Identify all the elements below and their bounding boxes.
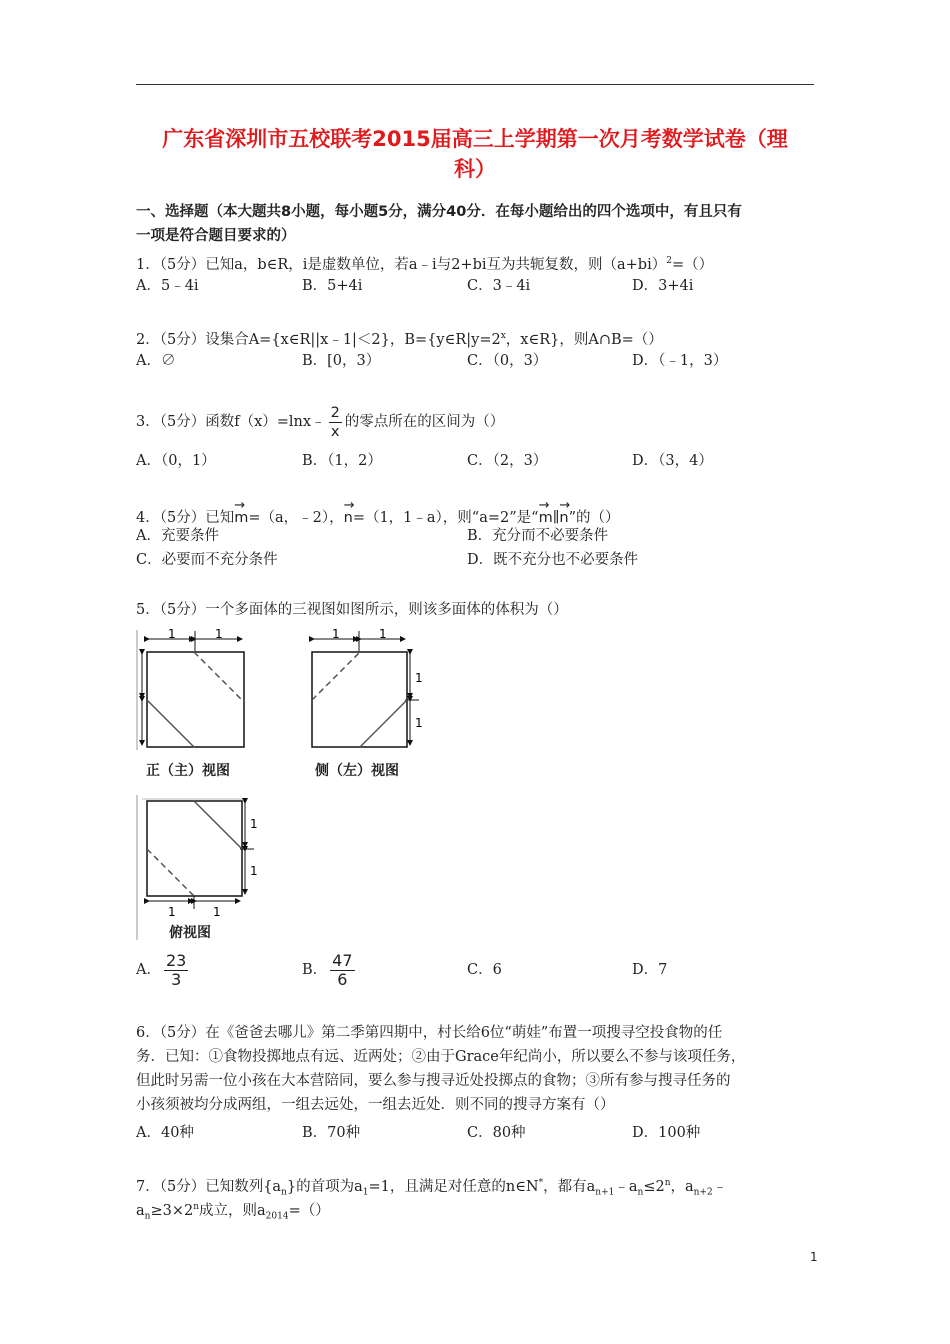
q1-option-b[interactable]: B．5+4i	[302, 278, 363, 294]
q5-option-d[interactable]: D．7	[632, 962, 668, 978]
vector-m-2: → m	[539, 495, 553, 533]
q2-option-d[interactable]: D．（﹣1，3）	[632, 353, 728, 369]
q3-option-d[interactable]: D．（3，4）	[632, 453, 713, 469]
side-view-label: 侧（左）视图	[315, 763, 399, 779]
q6-option-a[interactable]: A．40种	[136, 1125, 194, 1141]
q4-stem: 4．（5分）已知→ m=（a，﹣2），→ n=（1，1﹣a），则“a=2”是“→ m∥→ n”的（）	[136, 495, 620, 533]
title-line-2: 科）	[454, 157, 496, 181]
q4-option-b[interactable]: B．充分而不必要条件	[467, 528, 609, 544]
side-view	[312, 627, 423, 747]
front-view	[137, 627, 244, 750]
q3-option-b[interactable]: B．（1，2）	[302, 453, 382, 469]
q7-stem-line-1: 7．（5分）已知数列$\{a_n\}$的首项为$a_1=1$，且满足对任意的n∈N*，都有$a_{n+1}﹣a_n\le 2^n$，$a_{n+2}﹣$	[136, 1178, 728, 1198]
q2-option-a[interactable]: A．∅	[136, 353, 176, 369]
page-number: 1	[810, 1250, 818, 1264]
top-view-label: 俯视图	[169, 925, 211, 941]
section-heading	[136, 200, 826, 248]
section-line-2: 一项是符合题目要求的）	[136, 228, 296, 244]
q6-stem: 6．（5分）在《爸爸去哪儿》第二季第四期中，村长给6位“萌娃”布置一项搜寻空投食物的任 务．已知：①食物投掷地点有远、近两处；②由于Grace年纪尚小，所以要么不参与该项任务， 但此时另需一位小孩在大本营陪同，要么参与搜寻近处投掷点的食物；③所有参与搜寻任务的 小孩须被均分成两组，一组去远处，一组去近处．则不同的搜寻方案有（）	[136, 1025, 746, 1113]
q3-fraction: $\frac{2}{x}$	[330, 404, 340, 440]
side-dim-1: 1	[332, 627, 340, 641]
q3-stem: 3．（5分）函数f（x）=lnx﹣ $\frac{2}{x}$ 的零点所在的区间为（）	[136, 404, 505, 440]
q2-option-b[interactable]: B．[0，3）	[302, 353, 381, 369]
q5-option-b[interactable]: B． $\frac{47}{6}$	[302, 950, 353, 989]
header-rule	[136, 84, 814, 85]
q5-stem: 5．（5分）一个多面体的三视图如图所示，则该多面体的体积为（）	[136, 602, 568, 618]
top-dim-4: 1	[213, 905, 221, 919]
vector-n: → n	[344, 495, 353, 533]
q4-option-a[interactable]: A．充要条件	[136, 528, 219, 544]
q1-stem: 1．（5分）已知a，b∈R，i是虚数单位，若a﹣i与2+bi互为共轭复数，则$(a+bi)^2=()$	[136, 256, 714, 273]
q5-option-a[interactable]: A． $\frac{23}{3}$	[136, 950, 187, 989]
side-dim-3: 1	[415, 671, 423, 685]
vector-m: → m	[234, 495, 248, 533]
title-line-1: 广东省深圳市五校联考2015届高三上学期第一次月考数学试卷（理	[162, 127, 788, 151]
front-dim-2: 1	[215, 627, 223, 641]
top-view	[137, 795, 258, 940]
section-line-1: 一、选择题（本大题共8小题，每小题5分，满分40分．在每小题给出的四个选项中，有且只有	[136, 204, 742, 220]
side-dim-2: 1	[379, 627, 387, 641]
q4-option-d[interactable]: D．既不充分也不必要条件	[467, 552, 639, 568]
q2-option-c[interactable]: C．（0，3）	[467, 353, 548, 369]
q1-option-c[interactable]: C．3﹣4i	[467, 278, 531, 294]
three-view-figure	[134, 625, 434, 945]
q6-option-b[interactable]: B．70种	[302, 1125, 361, 1141]
front-view-label: 正（主）视图	[146, 763, 230, 779]
q4-option-c[interactable]: C．必要而不充分条件	[136, 552, 278, 568]
q3-option-c[interactable]: C．（2，3）	[467, 453, 548, 469]
vector-n-2: → n	[559, 495, 568, 533]
q7-stem-line-2: $a_n\ge 3\times 2^n$成立，则$a_{2014}=()$	[136, 1202, 330, 1222]
top-dim-1: 1	[250, 817, 258, 831]
front-dim-1: 1	[168, 627, 176, 641]
top-dim-3: 1	[168, 905, 176, 919]
q6-option-c[interactable]: C．80种	[467, 1125, 526, 1141]
q5-option-c[interactable]: C．6	[467, 962, 502, 978]
top-dim-2: 1	[250, 864, 258, 878]
q1-option-a[interactable]: A．5﹣4i	[136, 278, 199, 294]
side-dim-4: 1	[415, 716, 423, 730]
q6-option-d[interactable]: D．100种	[632, 1125, 701, 1141]
q1-option-d[interactable]: D．3+4i	[632, 278, 694, 294]
q2-stem: 2．（5分）设集合A={x∈R||x﹣1|＜2}，$B=\{y\in R|y=2^x$，x∈R}，则A∩B=（）	[136, 331, 663, 348]
q3-option-a[interactable]: A．（0，1）	[136, 453, 216, 469]
page-title	[136, 124, 814, 184]
